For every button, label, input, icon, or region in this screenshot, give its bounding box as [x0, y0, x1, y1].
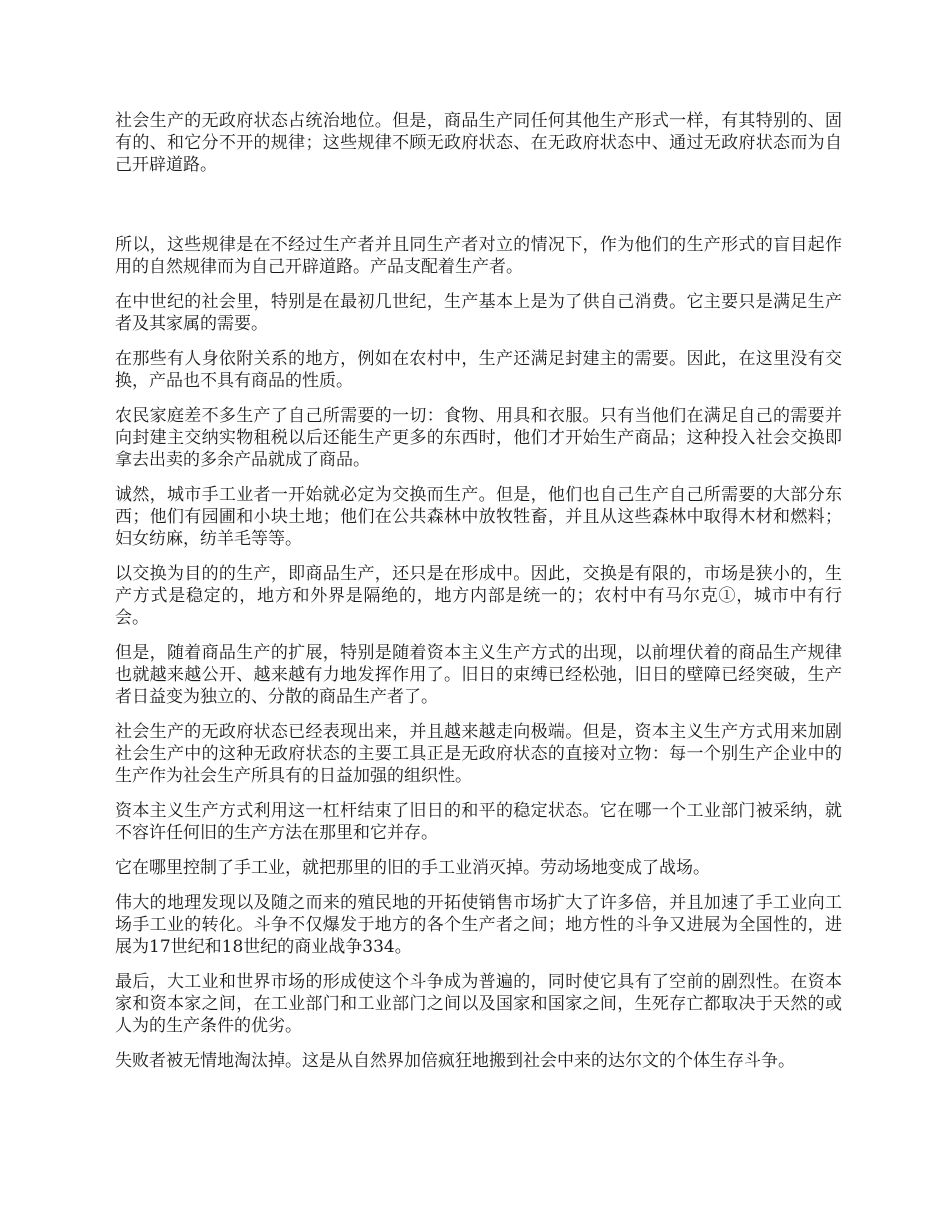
paragraph-10: 资本主义生产方式利用这一杠杆结束了旧日的和平的稳定状态。它在哪一个工业部门被采纳，就不容许任何旧的生产方法在那里和它并存。 — [115, 801, 842, 843]
paragraph-7: 以交换为目的的生产，即商品生产，还只是在形成中。因此，交换是有限的，市场是狭小的，生产方式是稳定的，地方和外界是隔绝的，地方内部是统一的；农村中有马尔克①，城市中有行会。 — [115, 564, 842, 628]
paragraph-1: 社会生产的无政府状态占统治地位。但是，商品生产同任何其他生产形式一样，有其特别的、固有的、和它分不开的规律；这些规律不顾无政府状态、在无政府状态中、通过无政府状态而为自己开辟道路。 — [115, 111, 842, 175]
paragraph-3: 在中世纪的社会里，特别是在最初几世纪，生产基本上是为了供自己消费。它主要只是满足生产者及其家属的需要。 — [115, 292, 842, 334]
paragraph-13: 最后，大工业和世界市场的形成使这个斗争成为普遍的，同时使它具有了空前的剧烈性。在资本家和资本家之间，在工业部门和工业部门之间以及国家和国家之间，生死存亡都取决于天然的或人为的生产条件的优劣。 — [115, 972, 842, 1036]
paragraph-4: 在那些有人身依附关系的地方，例如在农村中，生产还满足封建主的需要。因此，在这里没有交换，产品也不具有商品的性质。 — [115, 349, 842, 391]
paragraph-12: 伟大的地理发现以及随之而来的殖民地的开拓使销售市场扩大了许多倍，并且加速了手工业向工场手工业的转化。斗争不仅爆发于地方的各个生产者之间；地方性的斗争又进展为全国性的，进展为17世纪和18世纪的商业战争334。 — [115, 893, 842, 957]
paragraph-11: 它在哪里控制了手工业，就把那里的旧的手工业消灭掉。劳动场地变成了战场。 — [115, 858, 710, 878]
paragraph-2: 所以，这些规律是在不经过生产者并且同生产者对立的情况下，作为他们的生产形式的盲目起作用的自然规律而为自己开辟道路。产品支配着生产者。 — [115, 235, 842, 277]
paragraph-9: 社会生产的无政府状态已经表现出来，并且越来越走向极端。但是，资本主义生产方式用来加剧社会生产中的这种无政府状态的主要工具正是无政府状态的直接对立物：每一个别生产企业中的生产作为社会生产所具有的日益加强的组织性。 — [115, 722, 842, 786]
paragraph-6: 诚然，城市手工业者一开始就必定为交换而生产。但是，他们也自己生产自己所需要的大部分东西；他们有园圃和小块土地；他们在公共森林中放牧牲畜，并且从这些森林中取得木材和燃料；妇女纺麻，纺羊毛等等。 — [115, 485, 842, 549]
paragraph-8: 但是，随着商品生产的扩展，特别是随着资本主义生产方式的出现，以前埋伏着的商品生产规律也就越来越公开、越来越有力地发挥作用了。旧日的束缚已经松弛，旧日的壁障已经突破，生产者日益变为独立的、分散的商品生产者了。 — [115, 643, 842, 707]
document-body — [115, 110, 842, 1085]
paragraph-14: 失败者被无情地淘汰掉。这是从自然界加倍疯狂地搬到社会中来的达尔文的个体生存斗争。 — [115, 1051, 795, 1071]
paragraph-5: 农民家庭差不多生产了自己所需要的一切：食物、用具和衣服。只有当他们在满足自己的需要并向封建主交纳实物租税以后还能生产更多的东西时，他们才开始生产商品；这种投入社会交换即拿去出卖的多余产品就成了商品。 — [115, 406, 842, 470]
